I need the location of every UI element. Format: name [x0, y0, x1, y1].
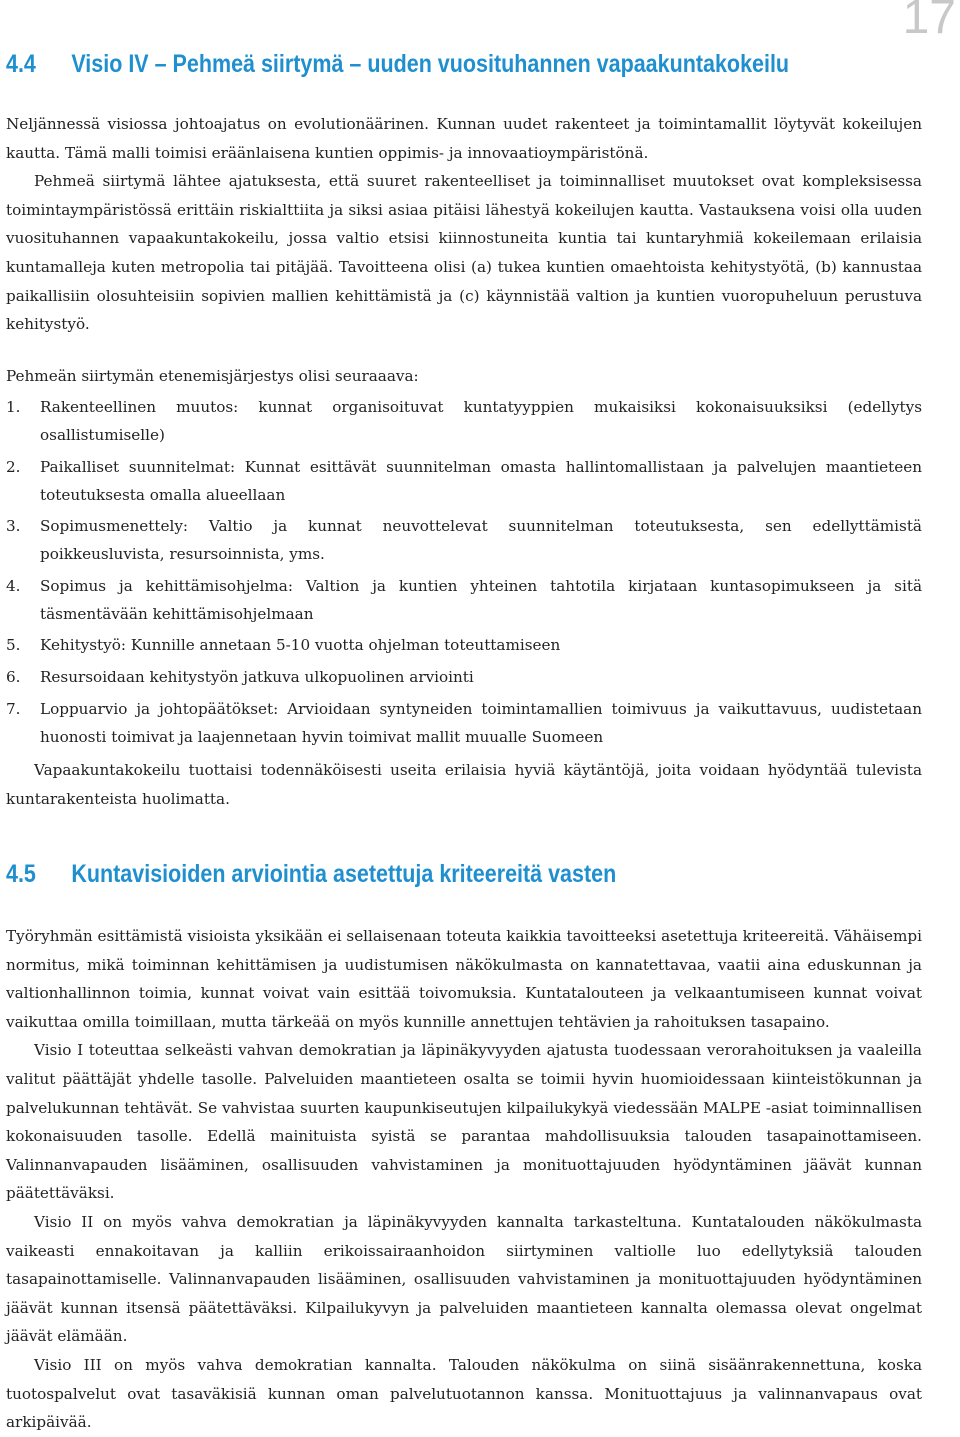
vision-1-paragraph: Visio I toteuttaa selkeästi vahvan demokratian ja läpinäkyvyyden ajatusta tuodessaan verorahoituksen ja vaaleilla valitut päättäjät yhdelle tasolle. Palveluiden maantieteen osalta se toimii hyvin huomioidessaan kiinteistökunnan ja palvelukunnan tehtävät. Se vahvistaa suurten kaupunkiseutujen kilpailukykyä viedessään MALPE -asiat toiminnallisen kokonaisuuden tasolle. Edellä mainituista syistä se parantaa mahdollisuuksia talouden tasapainottamiseen. Valinnanvapauden lisääminen, osallisuuden vahvistaminen ja monituottajuuden hyödyntäminen jäävät kunnan päätettäväksi. [6, 1041, 922, 1203]
steps-lead [6, 362, 922, 391]
step-text: Sopimus ja kehittämisohjelma: Valtion ja kuntien yhteinen tahtotila kirjataan kuntasopimukseen ja sitä täsmentävään kehittämisohjelmaan [40, 576, 922, 623]
section-4-4-title: Visio IV – Pehmeä siirtymä – uuden vuosituhannen vapaakuntakokeilu [71, 50, 790, 78]
conclusion [6, 756, 922, 813]
section-4-4-heading [6, 50, 789, 79]
list-item [6, 393, 922, 449]
steps-list [6, 393, 922, 754]
section-4-4-number: 4.4 [6, 50, 36, 78]
step-number: 4. [6, 576, 21, 595]
section-4-5-body [6, 922, 922, 1437]
conclusion-paragraph: Vapaakuntakokeilu tuottaisi todennäköisesti useita erilaisia hyviä käytäntöjä, joita voidaan hyödyntää tulevista kuntarakenteista huolimatta. [6, 761, 922, 808]
section-4-5-heading [6, 860, 616, 889]
step-text: Rakenteellinen muutos: kunnat organisoituvat kuntatyyppien mukaisiksi kokonaisuuksiksi (edellytys osallistumiselle) [40, 398, 922, 444]
list-item [6, 572, 922, 628]
step-number: 2. [6, 457, 21, 476]
list-item [6, 663, 922, 691]
step-text: Loppuarvio ja johtopäätökset: Arvioidaan syntyneiden toimintamallien toimivuus ja vaikuttavuus, uudistetaan huonosti toimivat ja laajennetaan hyvin toimivat mallit muualle Suomeen [40, 699, 922, 746]
assessment-paragraph: Työryhmän esittämistä visioista yksikään ei sellaisenaan toteuta kaikkia tavoitteeksi asetettuja kriteereitä. Vähäisempi normitus, mikä toiminnan kehittämisen ja uudistumisen näkökulmasta on kannatettavaa, vaatii aina eduskunnan ja valtionhallinnon toimia, kunnat voivat vain esittää toivomuksia. Kuntatalouteen ja velkaantumiseen kunnat voivat vaikuttaa omilla toimillaan, mutta tärkeää on myös kunnille annettujen tehtävien ja rahoituksen tasapaino. [6, 927, 922, 1031]
list-item [6, 695, 922, 751]
step-number: 3. [6, 517, 21, 536]
step-text: Paikalliset suunnitelmat: Kunnat esittävät suunnitelman omasta hallintomallistaan ja palvelujen maantieteen toteutuksesta omalla alueellaan [40, 457, 922, 504]
list-item [6, 631, 922, 659]
list-item [6, 453, 922, 509]
step-number: 5. [6, 636, 21, 655]
section-4-5-number: 4.5 [6, 860, 36, 888]
list-item [6, 512, 922, 568]
step-text: Resursoidaan kehitystyön jatkuva ulkopuolinen arviointi [40, 667, 474, 686]
step-number: 6. [6, 667, 21, 686]
step-text: Sopimusmenettely: Valtio ja kunnat neuvottelevat suunnitelman toteutuksesta, sen edellyttämistä poikkeusluvista, resursoinnista, yms. [40, 517, 922, 564]
steps-lead-text: Pehmeän siirtymän etenemisjärjestys olisi seuraaava: [6, 367, 419, 385]
vision-3-paragraph: Visio III on myös vahva demokratian kannalta. Talouden näkökulma on siinä sisäänrakennettuna, koska tuotospalvelut ovat tasaväkisiä kunnan oman palvelutuotannon kanssa. Monituottajuus ja valinnanvapaus ovat arkipäivää. [6, 1355, 922, 1432]
vision-2-paragraph: Visio II on myös vahva demokratian ja läpinäkyvyyden kannalta tarkasteltuna. Kuntatalouden näkökulmasta vaikeasti ennakoitavan ja kalliin erikoissairaanhoidon siirtyminen valtiolle luo edellytyksiä talouden tasapainottamiselle. Valinnanvapauden lisääminen, osallisuuden vahvistaminen ja monituottajuuden hyödyntäminen jäävät kunnan itsensä päätettäväksi. Kilpailukyvyn ja palveluiden maantieteen kannalta olemassa olevat ongelmat jäävät elämään. [6, 1212, 922, 1346]
section-4-4-body [6, 110, 922, 339]
section-4-5-title: Kuntavisioiden arviointia asetettuja kriteereitä vasten [71, 860, 617, 888]
page-number: 17 [902, 0, 956, 44]
step-number: 1. [6, 398, 21, 416]
step-text: Kehitystyö: Kunnille annetaan 5-10 vuotta ohjelman toteuttamiseen [40, 636, 561, 655]
step-number: 7. [6, 699, 21, 718]
intro-paragraph: Neljännessä visiossa johtoajatus on evolutionäärinen. Kunnan uudet rakenteet ja toimintamallit löytyvät kokeilujen kautta. Tämä malli toimisi eräänlaisena kuntien oppimis- ja innovaatioympäristönä. [6, 115, 922, 162]
soft-transition-paragraph: Pehmeä siirtymä lähtee ajatuksesta, että suuret rakenteelliset ja toiminnalliset muutokset ovat kompleksisessa toimintaympäristössä erittäin riskialttiita ja siksi asiaa pitäisi lähestyä kokeilujen kautta. Vastauksena voisi olla uuden vuosituhannen vapaakuntakokeilu, jossa valtio etsisi kiinnostuneita kuntia tai kuntaryhmiä kokeilemaan erilaisia kuntamalleja kuten metropolia tai pitäjää. Tavoitteena olisi (a) tukea kuntien omaehtoista kehitystyötä, (b) kannustaa paikallisiin olosuhteisiin sopivien mallien kehittämistä ja (c) käynnistää valtion ja kuntien vuoropuheluun perustuva kehitystyö. [6, 172, 922, 334]
